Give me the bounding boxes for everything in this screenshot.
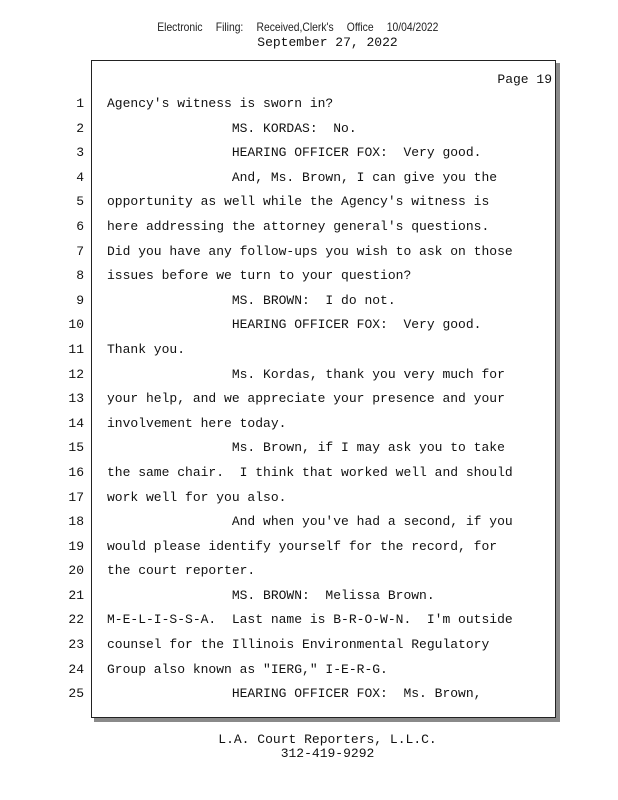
- transcript-line: [0, 117, 618, 142]
- line-text: Ms. Kordas, thank you very much for: [107, 366, 505, 382]
- line-number: 14: [68, 415, 84, 431]
- line-number: 12: [68, 366, 84, 382]
- transcript-line: [0, 486, 618, 511]
- line-text: opportunity as well while the Agency's witness is: [107, 194, 490, 210]
- line-number: 15: [68, 440, 84, 456]
- line-number: 2: [76, 120, 84, 136]
- transcript-line: [0, 338, 618, 363]
- line-text: would please identify yourself for the record, for: [107, 538, 498, 554]
- stamp-word: Received,Clerk's: [256, 20, 334, 34]
- footer-company: L.A. Court Reporters, L.L.C.: [218, 732, 437, 747]
- transcript-line: [0, 166, 618, 191]
- footer-phone: 312-419-9292: [280, 746, 375, 761]
- line-number: 7: [76, 243, 84, 259]
- line-number: 5: [76, 194, 84, 210]
- transcript-line: [0, 289, 618, 314]
- line-text: Agency's witness is sworn in?: [107, 96, 334, 111]
- line-number: 19: [68, 538, 84, 554]
- line-text: HEARING OFFICER FOX: Ms. Brown,: [107, 686, 482, 702]
- transcript-line: [0, 363, 618, 388]
- transcript-line: [0, 584, 618, 609]
- line-number: 16: [68, 464, 84, 480]
- transcript-line: [0, 387, 618, 412]
- line-text: MS. BROWN: Melissa Brown.: [107, 587, 435, 603]
- transcript-line: [0, 510, 618, 535]
- transcript-line: [0, 535, 618, 560]
- line-text: Group also known as "IERG," I-E-R-G.: [107, 661, 388, 677]
- transcript-line: [0, 608, 618, 633]
- line-number: 6: [76, 218, 84, 234]
- line-number: 10: [68, 317, 84, 333]
- line-number: 9: [76, 292, 84, 308]
- line-text: the same chair. I think that worked well and should: [107, 464, 513, 480]
- line-text: M-E-L-I-S-S-A. Last name is B-R-O-W-N. I'm outside: [107, 612, 513, 628]
- transcript-line: [0, 240, 618, 265]
- line-number: 8: [76, 268, 84, 284]
- line-text: work well for you also.: [107, 489, 287, 505]
- transcript-line: [0, 92, 618, 117]
- line-number: 13: [68, 391, 84, 407]
- transcript-line: [0, 264, 618, 289]
- line-text: your help, and we appreciate your presence and your: [107, 391, 505, 407]
- stamp-word: Electronic: [157, 20, 203, 34]
- line-text: counsel for the Illinois Environmental Regulatory: [107, 637, 490, 653]
- transcript-line: [0, 633, 618, 658]
- line-text: MS. KORDAS: No.: [107, 120, 357, 136]
- line-number: 4: [76, 169, 84, 185]
- stamp-word: Office: [346, 20, 374, 34]
- transcript-line: [0, 436, 618, 461]
- line-text: the court reporter.: [107, 563, 256, 579]
- transcript-line: [0, 461, 618, 486]
- transcript-line: [0, 215, 618, 240]
- line-number: 23: [68, 637, 84, 653]
- line-text: HEARING OFFICER FOX: Very good.: [107, 145, 482, 161]
- line-number: 17: [68, 489, 84, 505]
- line-text: issues before we turn to your question?: [107, 268, 412, 284]
- transcript-date: September 27, 2022: [257, 35, 398, 50]
- line-text: Thank you.: [107, 341, 186, 357]
- line-text: And, Ms. Brown, I can give you the: [107, 169, 498, 185]
- line-number: 21: [68, 587, 84, 603]
- line-number: 3: [76, 145, 84, 161]
- line-number: 25: [68, 686, 84, 702]
- transcript-line: [0, 190, 618, 215]
- line-text: Ms. Brown, if I may ask you to take: [107, 440, 505, 456]
- filing-stamp: [42, 20, 554, 34]
- line-text: Did you have any follow-ups you wish to ask on those: [107, 243, 513, 259]
- stamp-word: 10/04/2022: [386, 20, 439, 34]
- transcript-line: [0, 313, 618, 338]
- transcript-line: [0, 682, 618, 707]
- line-text: HEARING OFFICER FOX: Very good.: [107, 317, 482, 333]
- transcript-line: [0, 559, 618, 584]
- stamp-word: Filing:: [215, 20, 244, 34]
- line-number: 18: [68, 514, 84, 530]
- line-number: 20: [68, 563, 84, 579]
- line-number: 22: [68, 612, 84, 628]
- footer: [0, 733, 618, 761]
- transcript-line: [0, 658, 618, 683]
- line-number: 1: [76, 96, 84, 111]
- line-number: 24: [68, 661, 84, 677]
- transcript-line: [0, 412, 618, 437]
- transcript-line: [0, 141, 618, 166]
- page-number: Page 19: [497, 72, 552, 87]
- line-text: MS. BROWN: I do not.: [107, 292, 396, 308]
- line-text: involvement here today.: [107, 415, 287, 431]
- transcript-lines: [0, 92, 618, 707]
- line-text: And when you've had a second, if you: [107, 514, 513, 530]
- line-number: 11: [68, 341, 84, 357]
- line-text: here addressing the attorney general's questions.: [107, 218, 490, 234]
